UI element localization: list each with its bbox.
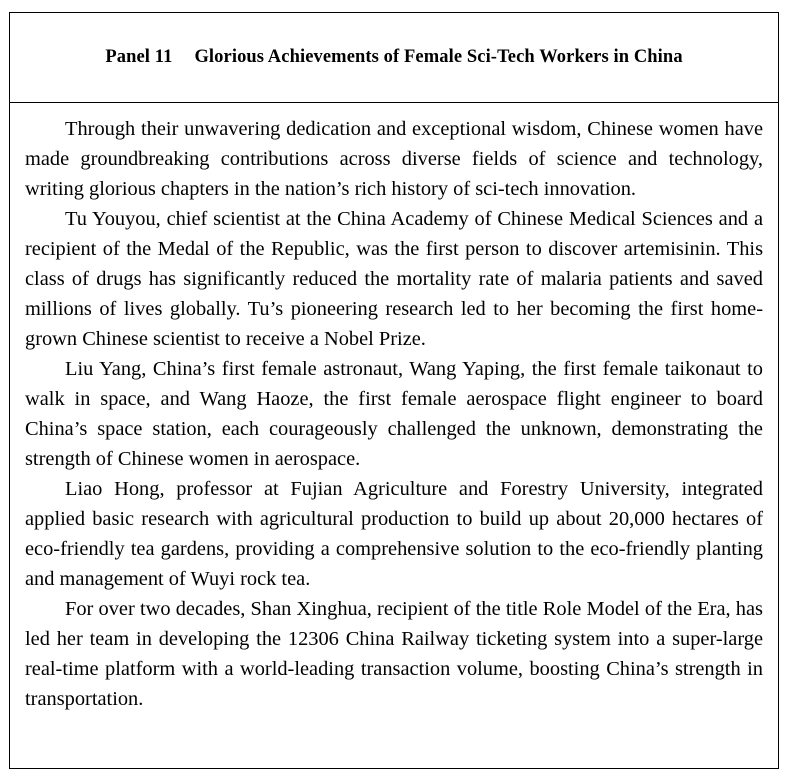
paragraph-shan-xinghua: For over two decades, Shan Xinghua, recipient of the title Role Model of the Era, has led her team in developing the 12306 China Railway ticketing system into a super-large real-time platform with a world-leading transaction volume, boosting China’s strength in transportation. xyxy=(25,598,763,710)
paragraph-liao-hong: Liao Hong, professor at Fujian Agriculture and Forestry University, integrated applied basic research with agricultural production to build up about 20,000 hectares of eco-friendly tea gardens, providing a comprehensive solution to the eco-friendly planting and management of Wuyi rock tea. xyxy=(25,478,763,590)
panel-body xyxy=(10,103,778,714)
panel-box xyxy=(9,12,779,769)
paragraph-astronauts: Liu Yang, China’s first female astronaut, Wang Yaping, the first female taikonaut to walk in space, and Wang Haoze, the first female aerospace flight engineer to board China’s space station, each courageously challenged the unknown, demonstrating the strength of Chinese women in aerospace. xyxy=(25,358,763,470)
panel-label: Panel 11 xyxy=(105,47,173,67)
paragraph-intro: Through their unwavering dedication and exceptional wisdom, Chinese women have made groundbreaking contributions across diverse fields of science and technology, writing glorious chapters in the nation’s rich history of sci-tech innovation. xyxy=(25,118,763,200)
panel-header xyxy=(10,13,778,103)
panel-title: Glorious Achievements of Female Sci-Tech Workers in China xyxy=(194,47,683,67)
panel-heading xyxy=(105,47,682,68)
paragraph-tu-youyou: Tu Youyou, chief scientist at the China Academy of Chinese Medical Sciences and a recipient of the Medal of the Republic, was the first person to discover artemisinin. This class of drugs has significantly reduced the mortality rate of malaria patients and saved millions of lives globally. Tu’s pioneering research led to her becoming the first home-grown Chinese scientist to receive a Nobel Prize. xyxy=(25,208,763,350)
